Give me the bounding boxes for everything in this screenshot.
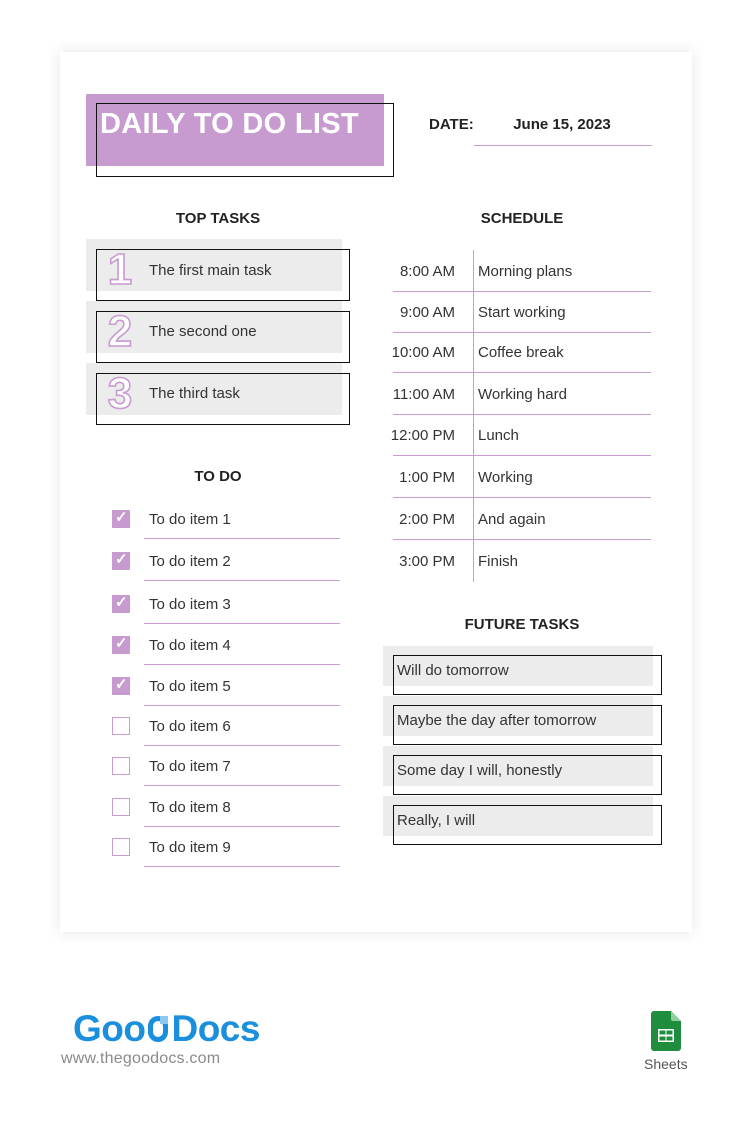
google-sheets-icon[interactable] [651,1011,681,1051]
logo-text-right: Docs [171,1008,260,1049]
schedule-time: 2:00 PM [399,511,455,528]
todo-underline [144,785,340,786]
checkbox-checked[interactable] [112,552,130,570]
future-tasks-heading: FUTURE TASKS [464,616,580,633]
todo-item[interactable] [112,677,342,717]
number-3-icon: 3 [107,369,133,418]
schedule-task: Finish [478,553,519,570]
todo-underline [144,580,340,581]
future-task-text: Will do tomorrow [397,662,509,679]
todo-item-label: To do item 1 [149,511,231,528]
goodocs-logo[interactable] [73,1008,260,1050]
schedule-time: 12:00 PM [390,427,455,444]
schedule-task: And again [478,511,546,528]
schedule-task: Working [478,469,533,486]
todo-item[interactable] [112,717,342,757]
top-task-text: The first main task [149,262,272,279]
todo-underline [144,538,340,539]
todo-item-label: To do item 2 [149,553,231,570]
todo-item-label: To do item 7 [149,758,231,775]
schedule-row[interactable] [393,332,651,373]
todo-item-label: To do item 3 [149,596,231,613]
schedule-row-line [393,455,651,456]
schedule-row[interactable] [393,541,651,582]
schedule-row[interactable] [393,292,651,333]
schedule-task: Lunch [478,427,519,444]
check-icon: ✓ [115,551,128,568]
schedule-row[interactable] [393,374,651,415]
todo-item-label: To do item 5 [149,678,231,695]
page-title: DAILY TO DO LIST [100,108,359,140]
number-1-icon: 1 [107,245,133,294]
todo-underline [144,664,340,665]
schedule-task: Morning plans [478,263,573,280]
schedule-time: 10:00 AM [391,344,455,361]
todo-item[interactable] [112,798,342,838]
todo-item-label: To do item 8 [149,799,231,816]
logo-text-left: Goo [73,1008,146,1049]
todo-heading: TO DO [194,468,242,485]
todo-underline [144,826,340,827]
date-value[interactable]: June 15, 2023 [513,116,611,133]
schedule-row[interactable] [393,457,651,498]
checkbox-unchecked[interactable] [112,757,130,775]
number-2-icon: 2 [107,307,133,356]
check-icon: ✓ [115,676,128,693]
checkbox-checked[interactable] [112,595,130,613]
schedule-heading: SCHEDULE [480,210,564,227]
top-task-text: The third task [149,385,240,402]
check-icon: ✓ [115,509,128,526]
checkbox-checked[interactable] [112,636,130,654]
site-url[interactable]: www.thegoodocs.com [61,1050,221,1067]
todo-item[interactable] [112,838,342,878]
todo-underline [144,705,340,706]
schedule-row-line [393,372,651,373]
todo-item[interactable] [112,595,342,635]
todo-item-label: To do item 6 [149,718,231,735]
future-task-text: Really, I will [397,812,476,829]
checkbox-checked[interactable] [112,677,130,695]
schedule-time: 1:00 PM [399,469,455,486]
schedule-row-line [393,539,651,540]
checkbox-unchecked[interactable] [112,717,130,735]
future-task-text: Maybe the day after tomorrow [397,712,597,729]
future-task-text: Some day I will, honestly [397,762,563,779]
sheets-label: Sheets [644,1056,688,1072]
top-tasks-heading: TOP TASKS [175,210,261,227]
schedule-time: 11:00 AM [392,386,455,403]
todo-item-label: To do item 9 [149,839,231,856]
todo-item-label: To do item 4 [149,637,231,654]
todo-underline [144,745,340,746]
schedule-task: Start working [478,304,566,321]
todo-item[interactable] [112,552,342,592]
schedule-task: Working hard [478,386,567,403]
schedule-row-line [393,497,651,498]
schedule-row[interactable] [390,415,651,456]
check-icon: ✓ [115,594,128,611]
schedule-time: 3:00 PM [399,553,455,570]
checkbox-checked[interactable] [112,510,130,528]
schedule-time: 9:00 AM [399,304,455,321]
check-icon: ✓ [115,635,128,652]
todo-underline [144,866,340,867]
top-task-text: The second one [149,323,257,340]
schedule-task: Coffee break [478,344,564,361]
schedule-row[interactable] [393,499,651,540]
todo-item[interactable] [112,636,342,676]
date-label: DATE: [429,116,474,133]
todo-item[interactable] [112,510,342,550]
todo-underline [144,623,340,624]
schedule-time: 8:00 AM [399,263,455,280]
todo-item[interactable] [112,757,342,797]
document-icon [146,1014,170,1044]
checkbox-unchecked[interactable] [112,838,130,856]
date-underline [474,145,652,146]
schedule-row[interactable] [393,251,651,292]
checkbox-unchecked[interactable] [112,798,130,816]
